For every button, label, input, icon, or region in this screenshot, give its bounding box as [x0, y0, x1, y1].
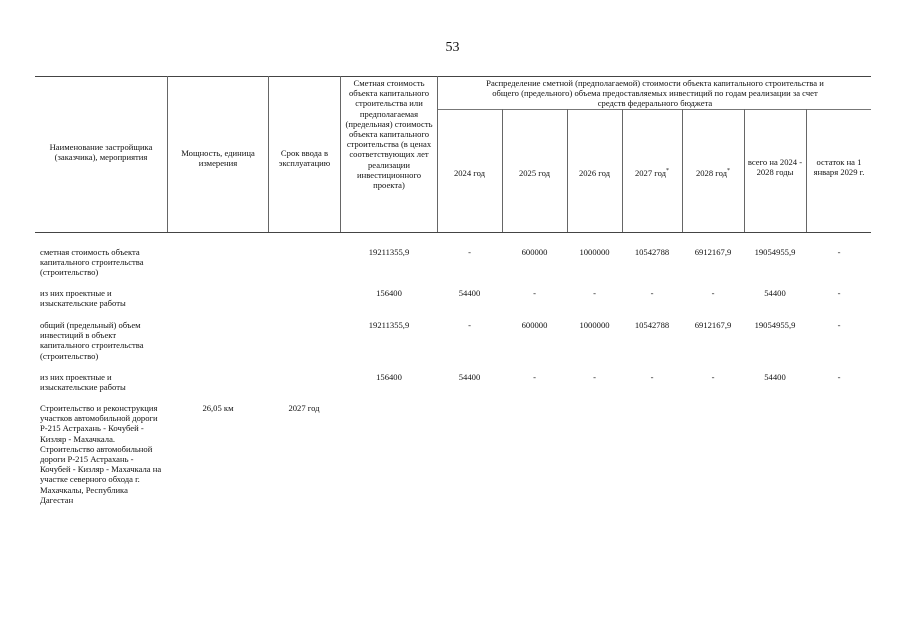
row-estimate: 156400 — [376, 288, 402, 298]
row-2026: 1000000 — [579, 247, 610, 257]
row-2024: 54400 — [458, 372, 481, 382]
row-2024: 54400 — [458, 288, 481, 298]
header-year-2026: 2026 год — [578, 168, 611, 178]
row-2024: - — [468, 247, 471, 257]
row-2025: - — [533, 288, 536, 298]
row-2028: - — [711, 288, 715, 298]
row-estimate: 156400 — [376, 372, 402, 382]
header-name: Наименование застройщика (заказчика), мероприятия — [49, 142, 153, 163]
row-2028: 6912167,9 — [694, 247, 732, 257]
row-2028: 6912167,9 — [694, 320, 732, 330]
row-2027: - — [650, 372, 654, 382]
col-divider — [167, 76, 168, 232]
row-total: 54400 — [764, 372, 786, 382]
row-capacity: 26,05 км — [202, 403, 234, 413]
row-2027: 10542788 — [634, 247, 670, 257]
row-name: из них проектные и изыскательские работы — [40, 288, 126, 309]
row-2024: - — [468, 320, 471, 330]
row-name: Строительство и реконструкция участков автомобильной дороги Р-215 Астрахань - Кочубей - Кизляр - Махачкала. Строительство автомобильной дороги Р-215 Астрахань - Кочубей - Кизляр - Махачкала на участке северного обхода г. Махачкалы, Республика Дагестан — [40, 403, 162, 505]
header-year-2024: 2024 год — [453, 168, 486, 178]
row-total: 19054955,9 — [754, 247, 796, 257]
header-year-2027: 2027 год* — [634, 168, 670, 178]
col-divider — [268, 76, 269, 232]
row-remainder: - — [837, 247, 841, 257]
row-2025: 600000 — [521, 320, 548, 330]
row-2027: - — [650, 288, 654, 298]
header-remainder: остаток на 1 января 2029 г. — [813, 157, 865, 178]
row-name: общий (предельный) объем инвестиций в объект капитального строительства (строительство) — [40, 320, 144, 361]
table-top-border — [35, 76, 871, 77]
row-name: из них проектные и изыскательские работы — [40, 372, 126, 393]
row-remainder: - — [837, 372, 841, 382]
header-estimate: Сметная стоимость объекта капитального строительства или предполагаемая (предельная) стоимость объекта капитального строительства (в ценах соответствующих лет реализации инвестиционного проекта) — [345, 78, 433, 191]
row-estimate: 19211355,9 — [368, 320, 410, 330]
header-year-2025: 2025 год — [518, 168, 551, 178]
row-total: 19054955,9 — [754, 320, 796, 330]
header-total: всего на 2024 - 2028 годы — [747, 157, 803, 178]
row-2026: - — [593, 372, 596, 382]
row-2025: 600000 — [521, 247, 548, 257]
row-estimate: 19211355,9 — [368, 247, 410, 257]
row-2025: - — [533, 372, 536, 382]
row-total: 54400 — [764, 288, 786, 298]
row-remainder: - — [837, 288, 841, 298]
header-capacity: Мощность, единица измерения — [181, 148, 255, 169]
row-remainder: - — [837, 320, 841, 330]
header-distribution: Распределение сметной (предполагаемой) стоимости объекта капитального строительства и общего (предельного) объема предоставляемых инвестиций по годам реализации за счет средств федерального бюджета — [486, 78, 824, 109]
header-bottom-border — [35, 232, 871, 233]
col-divider — [340, 76, 341, 232]
header-year-2028: 2028 год* — [695, 168, 731, 178]
row-2026: - — [593, 288, 596, 298]
page-number: 53 — [445, 40, 460, 55]
col-divider — [744, 109, 745, 232]
header-deadline: Срок ввода в эксплуатацию — [278, 148, 331, 169]
row-2027: 10542788 — [634, 320, 670, 330]
row-deadline: 2027 год — [288, 403, 320, 413]
row-2026: 1000000 — [579, 320, 610, 330]
row-2028: - — [711, 372, 715, 382]
row-name: сметная стоимость объекта капитального строительства (строительство) — [40, 247, 144, 278]
col-divider — [806, 109, 807, 232]
col-divider — [437, 76, 438, 232]
